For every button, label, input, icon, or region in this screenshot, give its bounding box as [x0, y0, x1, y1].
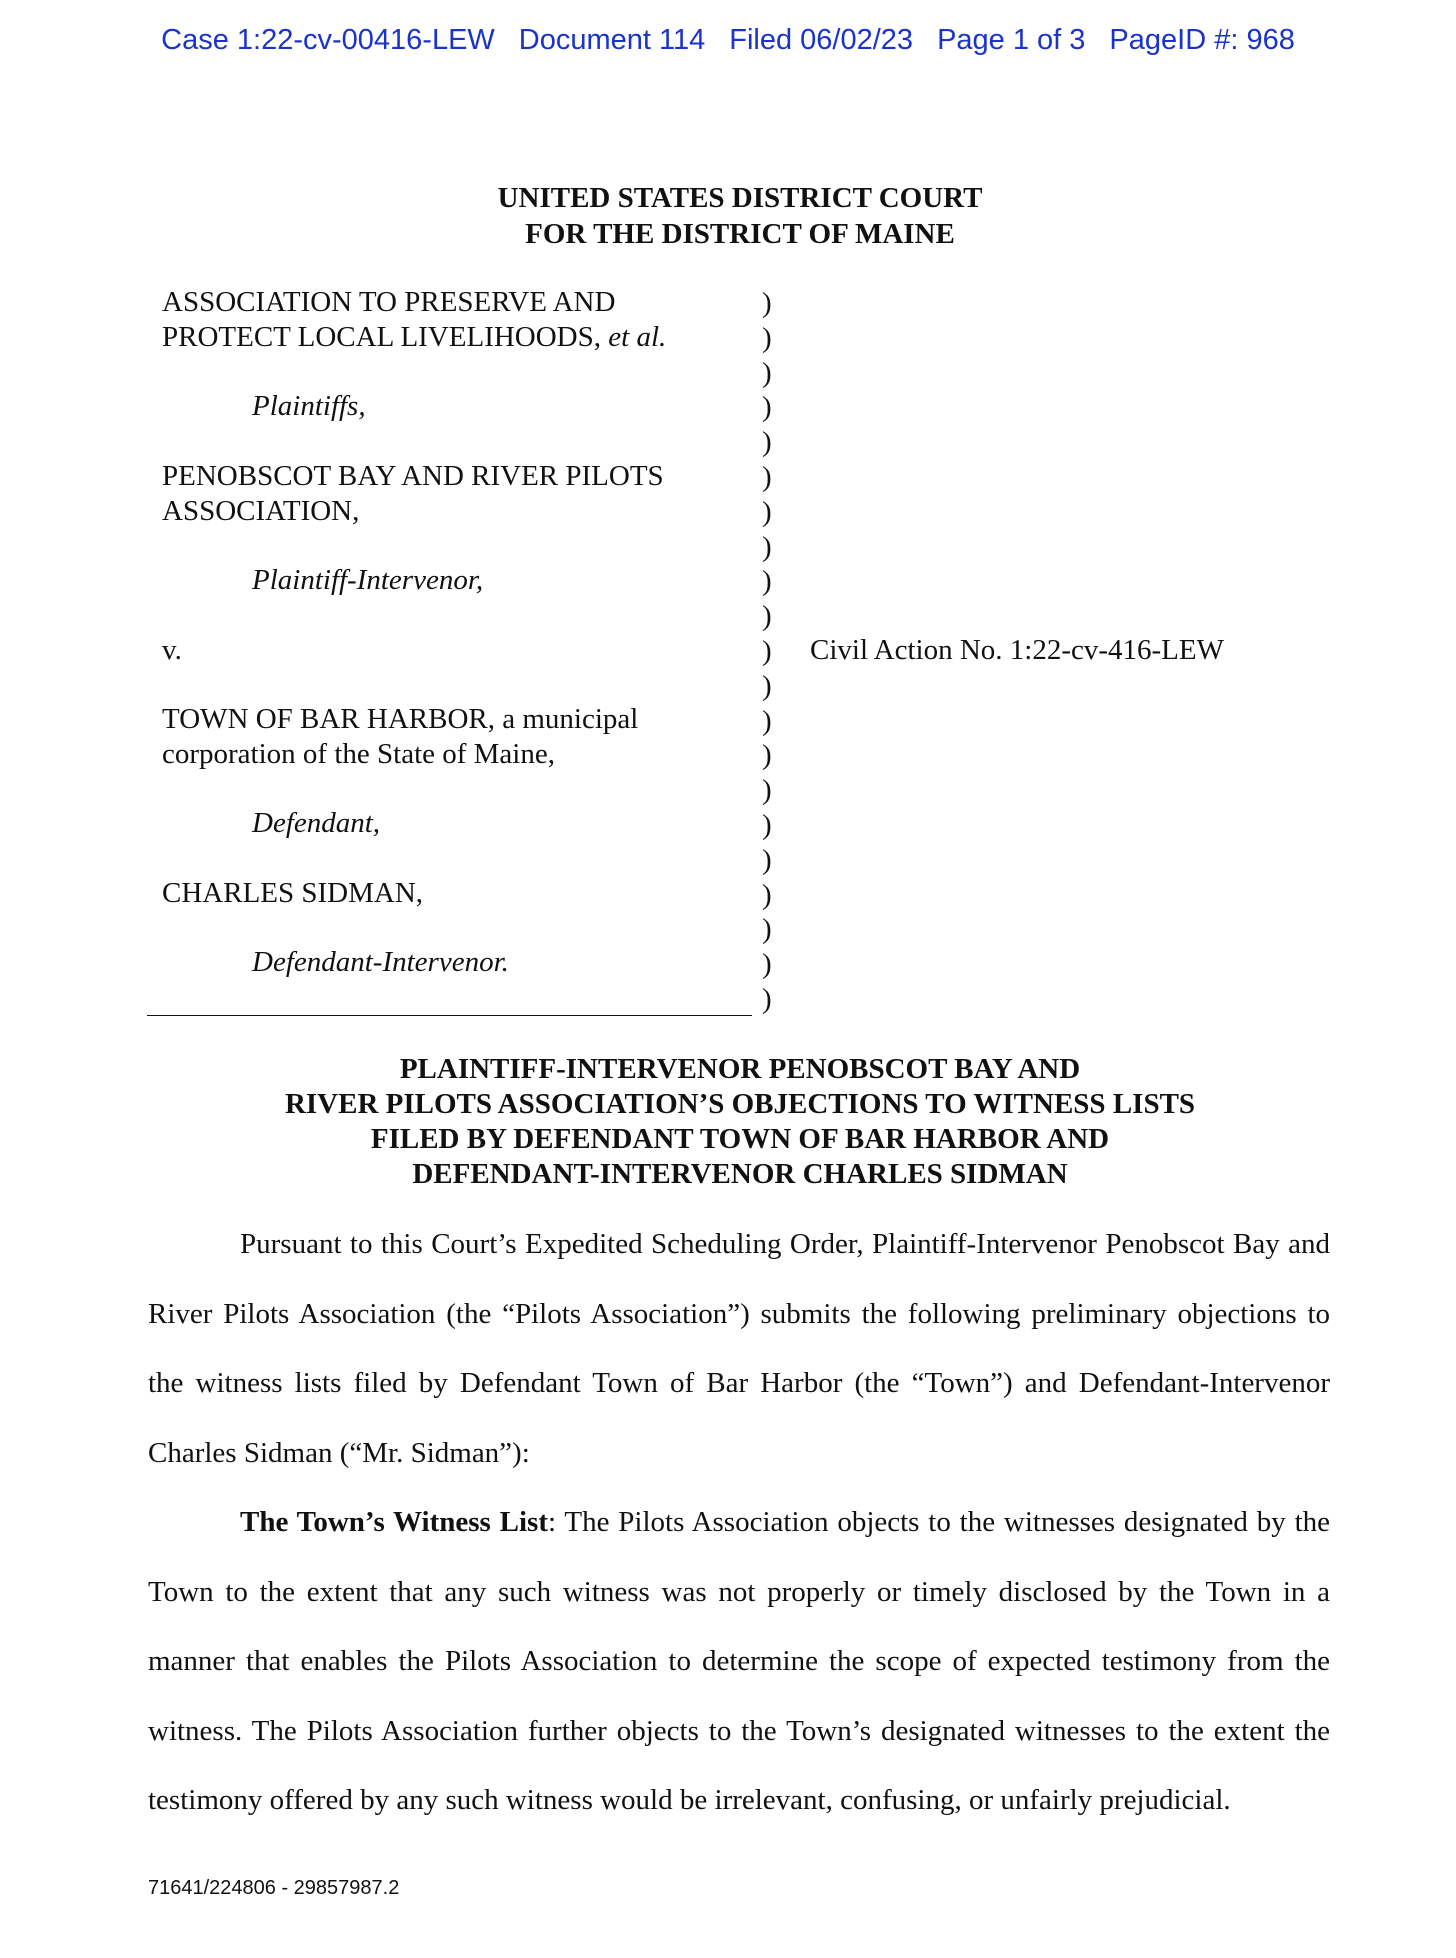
case-number: Case 1:22-cv-00416-LEW	[161, 24, 495, 56]
caption-paren: )	[762, 704, 772, 737]
intro-paragraph: Pursuant to this Court’s Expedited Scheduling Order, Plaintiff-Intervenor Penobscot Bay and River Pilots Association (the “Pilots Association”) submits the following preliminary objections to the witness lists filed by Defendant Town of Bar Harbor (the “Town”) and Defendant-Intervenor Charles Sidman (“Mr. Sidman”):	[148, 1228, 1330, 1469]
caption-paren: )	[762, 460, 772, 493]
et-al: et al.	[608, 321, 667, 353]
caption-paren: )	[762, 982, 772, 1015]
caption-paren: )	[762, 669, 772, 702]
page-indicator: Page 1 of 3	[937, 24, 1086, 56]
plaintiffs-name-line-2: PROTECT LOCAL LIVELIHOODS, et al.	[162, 321, 667, 353]
caption-paren: )	[762, 391, 772, 424]
caption-paren: )	[762, 774, 772, 807]
court-heading	[0, 180, 1456, 252]
plaintiffs-role: Plaintiffs,	[252, 390, 366, 422]
title-line-2: RIVER PILOTS ASSOCIATION’S OBJECTIONS TO WITNESS LISTS	[284, 1088, 1196, 1120]
caption-paren: )	[762, 426, 772, 459]
caption-paren: )	[762, 913, 772, 946]
caption-paren: )	[762, 808, 772, 841]
caption-paren: )	[762, 530, 772, 563]
caption-paren: )	[762, 843, 772, 876]
caption-paren: )	[762, 495, 772, 528]
caption-paren: )	[762, 600, 772, 633]
town-witness-list-heading: The Town’s Witness List	[240, 1506, 548, 1538]
intervenor-name-line-1: PENOBSCOT BAY AND RIVER PILOTS	[162, 460, 664, 492]
intervenor-name-line-2: ASSOCIATION,	[162, 495, 360, 527]
court-district: FOR THE DISTRICT OF MAINE	[525, 218, 955, 250]
page-id: PageID #: 968	[1109, 24, 1295, 56]
defendant-role: Defendant,	[252, 807, 381, 839]
caption-paren: )	[762, 878, 772, 911]
defendant-name-line-2: corporation of the State of Maine,	[162, 738, 555, 770]
title-line-1: PLAINTIFF-INTERVENOR PENOBSCOT BAY AND	[399, 1053, 1081, 1085]
civil-action-number: Civil Action No. 1:22-cv-416-LEW	[810, 634, 1224, 666]
caption-paren: )	[762, 739, 772, 772]
body-text	[148, 1210, 1330, 1836]
town-witness-list-text: : The Pilots Association objects to the witnesses designated by the Town to the extent that any such witness was not properly or timely disclosed by the Town in a manner that enables the Pilots Association to determine the scope of expected testimony from the witness. The Pilots Association further objects to the Town’s designated witnesses to the extent the testimony offered by any such witness would be irrelevant, confusing, or unfairly prejudicial.	[148, 1506, 1330, 1816]
document-title	[0, 1052, 1456, 1192]
court-name: UNITED STATES DISTRICT COURT	[497, 182, 983, 214]
caption-paren: )	[762, 356, 772, 389]
caption-underline	[147, 1015, 752, 1016]
town-witness-paragraph	[148, 1488, 1330, 1836]
defendant-intervenor-name: CHARLES SIDMAN,	[162, 877, 424, 909]
plaintiffs-name-line-1: ASSOCIATION TO PRESERVE AND	[162, 286, 616, 318]
caption-paren: )	[762, 948, 772, 981]
caption-paren: )	[762, 565, 772, 598]
defendant-name-line-1: TOWN OF BAR HARBOR, a municipal	[162, 703, 639, 735]
filing-header	[0, 24, 1456, 57]
intervenor-role: Plaintiff-Intervenor,	[252, 564, 484, 596]
caption-paren: )	[762, 321, 772, 354]
caption-paren: )	[762, 287, 772, 319]
title-line-3: FILED BY DEFENDANT TOWN OF BAR HARBOR AND	[370, 1123, 1110, 1155]
caption-paren-column	[762, 286, 772, 1017]
versus: v.	[162, 634, 182, 666]
defendant-intervenor-role: Defendant-Intervenor.	[252, 946, 509, 978]
filed-date: Filed 06/02/23	[729, 24, 914, 56]
caption-paren: )	[762, 634, 772, 667]
title-line-4: DEFENDANT-INTERVENOR CHARLES SIDMAN	[412, 1158, 1068, 1190]
document-footer-number: 71641/224806 - 29857987.2	[148, 1877, 400, 1899]
document-number: Document 114	[518, 24, 706, 56]
